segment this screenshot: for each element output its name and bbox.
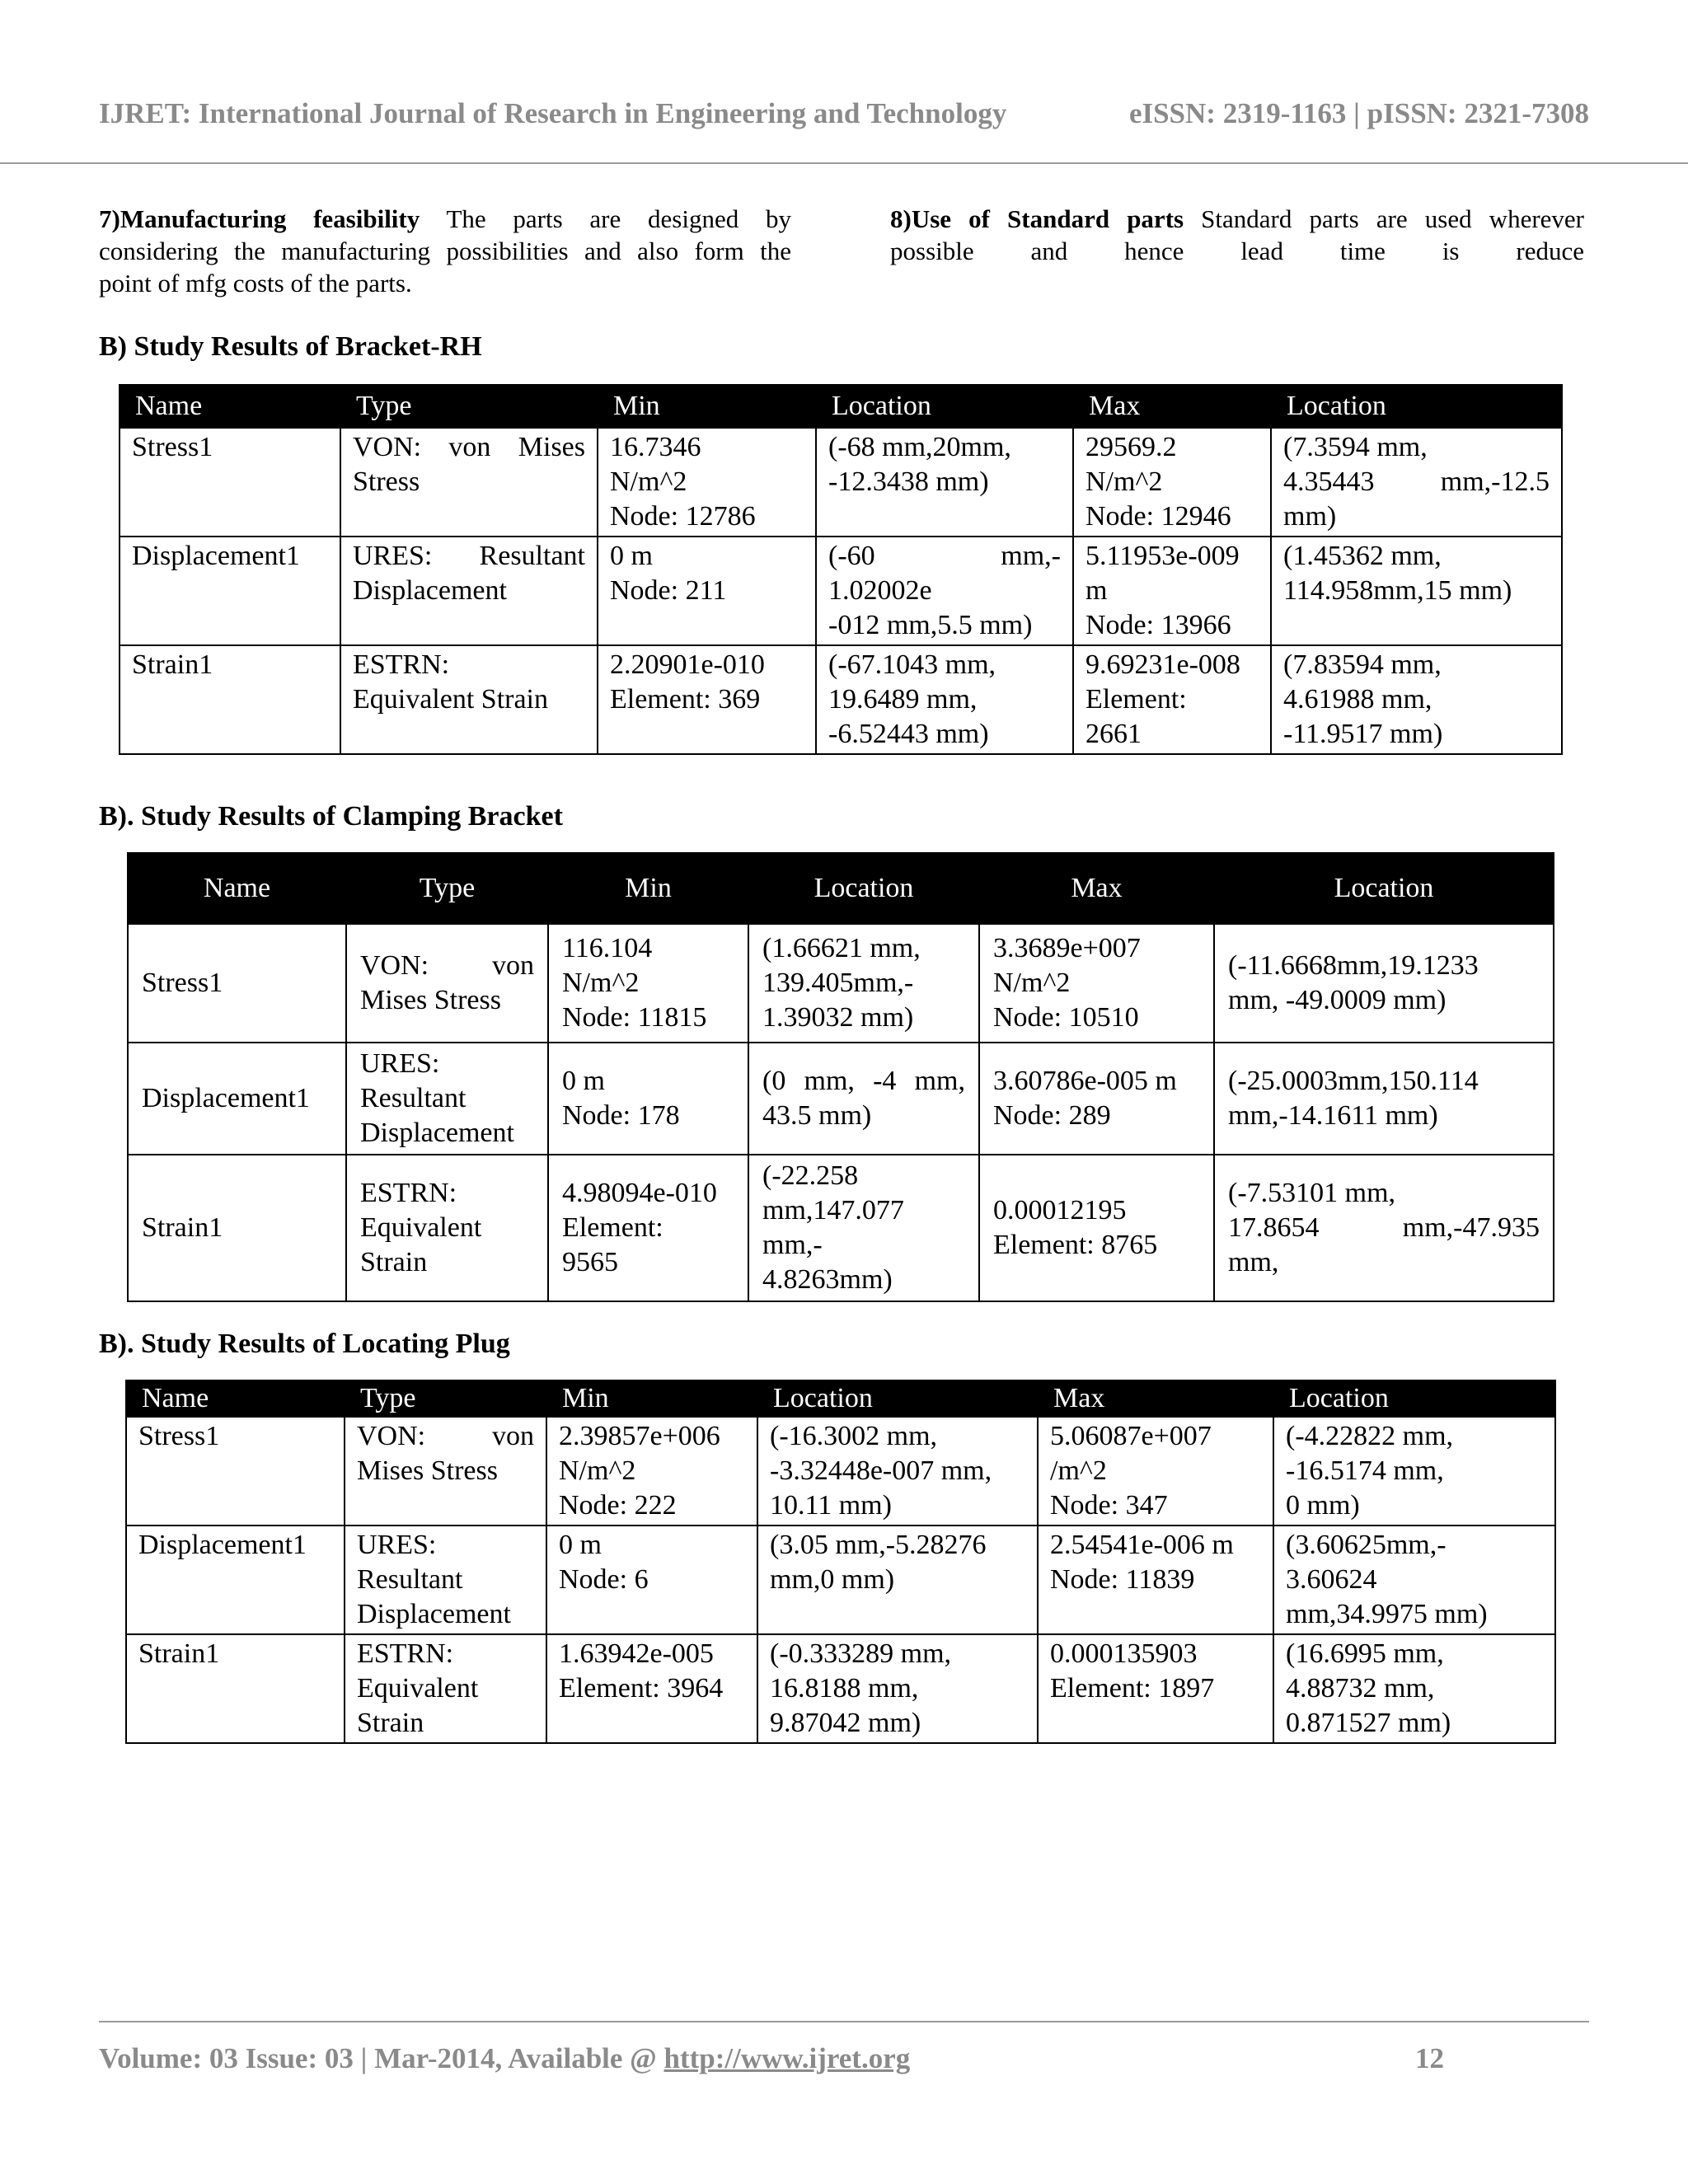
column-header-name: Name [120,385,340,428]
cell-name: Strain1 [120,645,340,754]
cell-min: 4.98094e-010 Element: 9565 [548,1155,748,1301]
cell-name: Displacement1 [126,1526,345,1634]
cell-name: Stress1 [128,924,346,1043]
cell-max: 0.000135903 Element: 1897 [1038,1634,1273,1743]
cell-type: ESTRN: Equivalent Strain [340,645,598,754]
column-header-location: Location [816,385,1073,428]
cell-min: 116.104 N/m^2 Node: 11815 [548,924,748,1043]
cell-max-location: (16.6995 mm, 4.88732 mm, 0.871527 mm) [1273,1634,1555,1743]
column-header-location: Location [757,1380,1038,1417]
cell-max: 29569.2 N/m^2 Node: 12946 [1073,428,1271,537]
results-table-locating-plug [125,1380,1556,1744]
column-header-type: Type [346,853,548,924]
cell-max: 9.69231e-008 Element: 2661 [1073,645,1271,754]
table-row [126,1634,1555,1743]
cell-max-location: (3.60625mm,- 3.60624 mm,34.9975 mm) [1273,1526,1555,1634]
cell-type: ESTRN: Equivalent Strain [346,1155,548,1301]
column-header-max: Max [1038,1380,1273,1417]
journal-name: IJRET: International Journal of Research in Engineering and Technology [99,97,1007,129]
table-row [128,924,1554,1043]
cell-min-location: (-68 mm,20mm, -12.3438 mm) [816,428,1073,537]
cell-type: ESTRN: Equivalent Strain [345,1634,546,1743]
cell-min: 0 m Node: 211 [598,537,816,645]
cell-min: 2.20901e-010 Element: 369 [598,645,816,754]
cell-min-location: (-67.1043 mm, 19.6489 mm, -6.52443 mm) [816,645,1073,754]
cell-max-location: (7.83594 mm, 4.61988 mm, -11.9517 mm) [1271,645,1562,754]
column-header-type: Type [340,385,598,428]
page-footer [99,2042,1444,2075]
table-row [126,1526,1555,1634]
cell-name: Displacement1 [128,1043,346,1155]
cell-min-location: (-60 mm,- 1.02002e -012 mm,5.5 mm) [816,537,1073,645]
column-header-location: Location [1214,853,1554,924]
table-row [120,537,1562,645]
table-row [128,1043,1554,1155]
footer-divider [99,2021,1589,2022]
table-header-row [128,853,1554,924]
cell-max: 3.60786e-005 m Node: 289 [979,1043,1214,1155]
table-row [120,645,1562,754]
cell-name: Strain1 [128,1155,346,1301]
cell-min-location: (-22.258 mm,147.077 mm,- 4.8263mm) [748,1155,979,1301]
cell-name: Displacement1 [120,537,340,645]
column-header-max: Max [979,853,1214,924]
paragraph-manufacturing-feasibility [99,203,791,299]
header-divider [0,162,1688,164]
cell-type: URES: Resultant Displacement [345,1526,546,1634]
paragraph-text: Standard parts are used wherever possible and hence lead time is reduce [890,204,1584,265]
cell-name: Stress1 [120,428,340,537]
results-table-bracket-rh [119,384,1563,755]
journal-url-link[interactable]: http://www.ijret.org [663,2042,911,2074]
section-title-clamping-bracket: B). Study Results of Clamping Bracket [99,801,563,832]
section-title-bracket-rh: B) Study Results of Bracket-RH [99,331,482,362]
issn-text: eISSN: 2319-1163 | pISSN: 2321-7308 [1128,97,1589,129]
cell-max-location: (1.45362 mm, 114.958mm,15 mm) [1271,537,1562,645]
footer-volume-info: Volume: 03 Issue: 03 | Mar-2014, Available @ http://www.ijret.org [99,2042,911,2074]
column-header-name: Name [126,1380,345,1417]
cell-type: URES: Resultant Displacement [346,1043,548,1155]
cell-min: 0 m Node: 6 [546,1526,757,1634]
column-header-name: Name [128,853,346,924]
table-row [120,428,1562,537]
cell-max: 0.00012195 Element: 8765 [979,1155,1214,1301]
cell-type: VON: von Mises Stress [346,924,548,1043]
column-header-min: Min [548,853,748,924]
cell-max-location: (7.3594 mm, 4.35443 mm,-12.5 mm) [1271,428,1562,537]
cell-min-location: (-0.333289 mm, 16.8188 mm, 9.87042 mm) [757,1634,1038,1743]
cell-min: 1.63942e-005 Element: 3964 [546,1634,757,1743]
column-header-max: Max [1073,385,1271,428]
column-header-min: Min [598,385,816,428]
cell-name: Strain1 [126,1634,345,1743]
cell-type: URES: Resultant Displacement [340,537,598,645]
cell-min-location: (1.66621 mm, 139.405mm,- 1.39032 mm) [748,924,979,1043]
cell-max: 5.11953e-009 m Node: 13966 [1073,537,1271,645]
cell-min: 16.7346 N/m^2 Node: 12786 [598,428,816,537]
paragraph-text: The parts are designed by considering the manufacturing possibilities and also form the [99,204,791,265]
cell-max: 2.54541e-006 m Node: 11839 [1038,1526,1273,1634]
results-table-clamping-bracket [127,852,1554,1302]
paragraph-heading: 7)Manufacturing feasibility [99,204,420,233]
cell-max: 3.3689e+007 N/m^2 Node: 10510 [979,924,1214,1043]
cell-min: 2.39857e+006 N/m^2 Node: 222 [546,1417,757,1526]
column-header-location: Location [1273,1380,1555,1417]
cell-type: VON: von Mises Stress [340,428,598,537]
cell-min-location: (-16.3002 mm, -3.32448e-007 mm, 10.11 mm) [757,1417,1038,1526]
page-number: 12 [1415,2042,1444,2074]
column-header-min: Min [546,1380,757,1417]
column-header-type: Type [345,1380,546,1417]
column-header-location: Location [748,853,979,924]
cell-type: VON: von Mises Stress [345,1417,546,1526]
table-header-row [126,1380,1555,1417]
cell-min: 0 m Node: 178 [548,1043,748,1155]
cell-max-location: (-25.0003mm,150.114 mm,-14.1611 mm) [1214,1043,1554,1155]
table-header-row [120,385,1562,428]
cell-min-location: (3.05 mm,-5.28276 mm,0 mm) [757,1526,1038,1634]
page-header [99,97,1589,130]
table-row [126,1417,1555,1526]
cell-min-location: (0 mm, -4 mm, 43.5 mm) [748,1043,979,1155]
column-header-location: Location [1271,385,1562,428]
table-row [128,1155,1554,1301]
paragraph-standard-parts [890,203,1584,267]
section-title-locating-plug: B). Study Results of Locating Plug [99,1329,510,1359]
paragraph-text-last: point of mfg costs of the parts. [99,269,412,298]
cell-max: 5.06087e+007 /m^2 Node: 347 [1038,1417,1273,1526]
cell-max-location: (-4.22822 mm, -16.5174 mm, 0 mm) [1273,1417,1555,1526]
cell-name: Stress1 [126,1417,345,1526]
cell-max-location: (-7.53101 mm, 17.8654 mm,-47.935 mm, [1214,1155,1554,1301]
cell-max-location: (-11.6668mm,19.1233 mm, -49.0009 mm) [1214,924,1554,1043]
paragraph-heading: 8)Use of Standard parts [890,204,1184,233]
